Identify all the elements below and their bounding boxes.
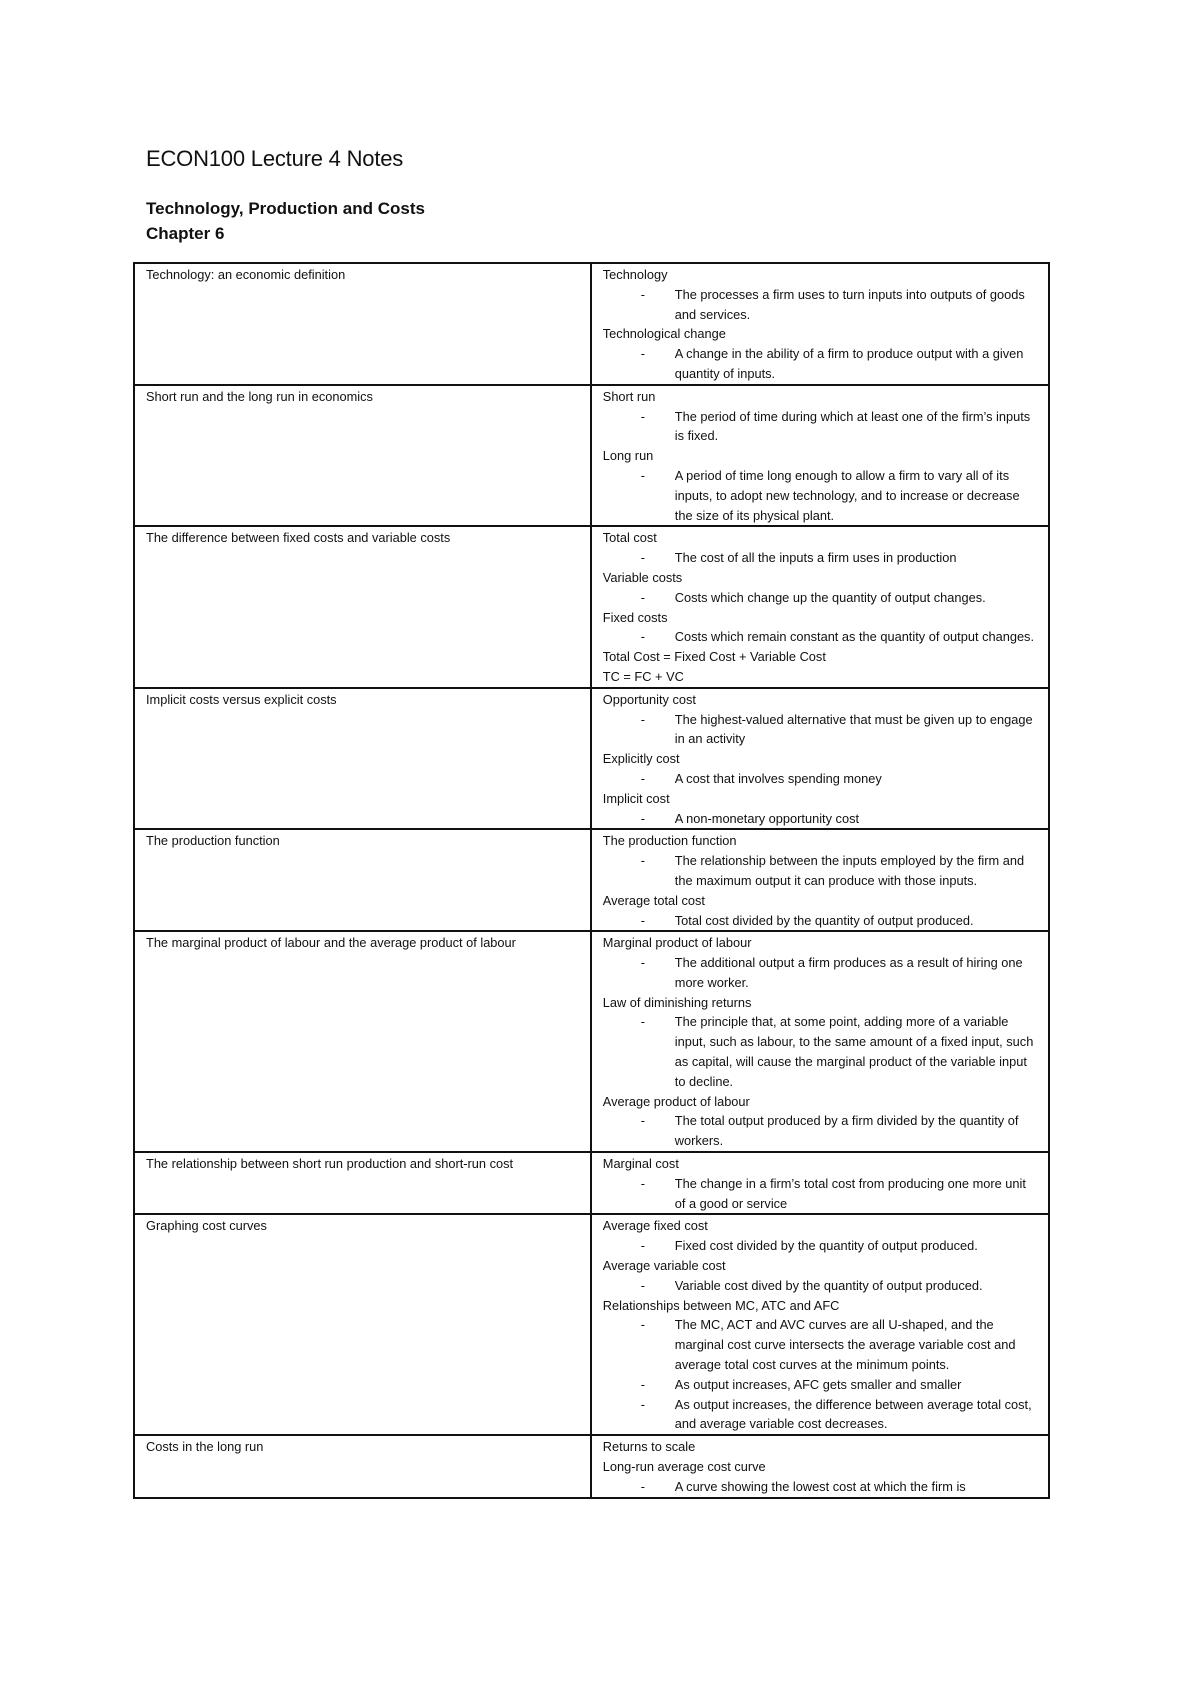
definition-bullet: - The cost of all the inputs a firm uses in production (603, 548, 1037, 568)
table-row (134, 263, 1049, 385)
definition-bullet: - Total cost divided by the quantity of output produced. (603, 911, 1037, 931)
topic-label: The marginal product of labour and the average product of labour (146, 935, 516, 951)
topic-cell (134, 526, 591, 687)
definition-bullet: - The processes a firm uses to turn inputs into outputs of goods and services. (603, 285, 1037, 325)
term-heading: Marginal product of labour (602, 935, 752, 951)
definitions-cell (591, 829, 1049, 931)
definition-bullet: - Costs which change up the quantity of output changes. (603, 588, 1037, 608)
term-heading: Total cost (602, 530, 657, 546)
topic-cell (134, 829, 591, 931)
term-heading: Short run (602, 388, 656, 404)
definition-bullet: - As output increases, the difference between average total cost, and average variable cost decreases. (603, 1395, 1037, 1435)
term-heading: Marginal cost (602, 1156, 679, 1172)
definition-bullet: - A non-monetary opportunity cost (603, 809, 1037, 829)
term-heading: Relationships between MC, ATC and AFC (602, 1297, 840, 1313)
term-heading: Technology (602, 267, 668, 282)
definition-bullet: - The principle that, at some point, adding more of a variable input, such as labour, to the same amount of a fixed input, such as capital, will cause the marginal product of the variable input to decline. (603, 1012, 1037, 1091)
topic-label: The relationship between short run production and short-run cost (146, 1156, 514, 1172)
definitions-cell (591, 1214, 1049, 1435)
topic-cell (134, 385, 591, 527)
term-heading: Long-run average cost curve (602, 1459, 766, 1475)
term-heading: Law of diminishing returns (602, 994, 752, 1010)
term-heading: Average fixed cost (602, 1218, 708, 1234)
term-heading: Variable costs (602, 569, 683, 585)
table-row (134, 526, 1049, 687)
definition-bullet: - A cost that involves spending money (603, 769, 1037, 789)
table-row (134, 1152, 1049, 1214)
formula-line: TC = FC + VC (602, 668, 684, 684)
term-heading: Average variable cost (602, 1258, 726, 1274)
definition-bullet: - A period of time long enough to allow a firm to vary all of its inputs, to adopt new technology, and to increase or decrease the size of its physical plant. (603, 466, 1037, 525)
document-title: ECON100 Lecture 4 Notes (146, 146, 404, 171)
definition-bullet: - The total output produced by a firm divided by the quantity of workers. (603, 1111, 1037, 1151)
topic-label: Technology: an economic definition (146, 267, 346, 282)
definitions-cell (591, 263, 1049, 385)
topic-cell (134, 688, 591, 830)
term-heading: The production function (602, 833, 737, 849)
topic-label: Implicit costs versus explicit costs (146, 691, 337, 707)
table-row (134, 829, 1049, 931)
definition-bullet: - Variable cost dived by the quantity of output produced. (603, 1276, 1037, 1296)
definition-bullet: - A curve showing the lowest cost at which the firm is (603, 1477, 1037, 1497)
definitions-cell (591, 688, 1049, 830)
topic-label: Costs in the long run (146, 1439, 264, 1455)
term-heading: Implicit cost (602, 790, 670, 806)
definitions-cell (591, 931, 1049, 1152)
definition-bullet: - Fixed cost divided by the quantity of output produced. (603, 1236, 1037, 1256)
notes-table (133, 262, 1050, 1499)
topic-label: The production function (146, 833, 280, 849)
topic-cell (134, 1435, 591, 1497)
definition-bullet: - The relationship between the inputs employed by the firm and the maximum output it can produce with those inputs. (603, 851, 1037, 891)
definitions-cell (591, 526, 1049, 687)
definition-bullet: - The MC, ACT and AVC curves are all U-shaped, and the marginal cost curve intersects the average variable cost and average total cost curves at the minimum points. (603, 1315, 1037, 1374)
term-heading: Long run (602, 448, 654, 464)
topic-label: Graphing cost curves (146, 1218, 267, 1234)
definition-bullet: - As output increases, AFC gets smaller and smaller (603, 1375, 1037, 1395)
topic-label: The difference between fixed costs and variable costs (146, 530, 451, 546)
definitions-cell (591, 1435, 1049, 1497)
formula-line: Total Cost = Fixed Cost + Variable Cost (602, 649, 826, 665)
table-row (134, 1214, 1049, 1435)
term-heading: Returns to scale (602, 1439, 696, 1455)
definition-bullet: - A change in the ability of a firm to produce output with a given quantity of inputs. (603, 344, 1037, 384)
definition-bullet: - The additional output a firm produces as a result of hiring one more worker. (603, 953, 1037, 993)
term-heading: Technological change (602, 326, 726, 342)
definition-bullet: - The period of time during which at least one of the firm’s inputs is fixed. (603, 407, 1037, 447)
definition-bullet: - Costs which remain constant as the quantity of output changes. (603, 627, 1037, 647)
table-row (134, 385, 1049, 527)
term-heading: Explicitly cost (602, 751, 680, 767)
topic-label: Short run and the long run in economics (146, 388, 373, 404)
topic-cell (134, 1214, 591, 1435)
definitions-cell (591, 385, 1049, 527)
definitions-cell (591, 1152, 1049, 1214)
term-heading: Fixed costs (602, 609, 668, 625)
table-row (134, 1435, 1049, 1497)
subtitle-topic: Technology, Production and Costs (146, 199, 425, 218)
term-heading: Average product of labour (602, 1093, 750, 1109)
notes-table-body (134, 263, 1049, 1498)
table-row (134, 688, 1049, 830)
subtitle-chapter: Chapter 6 (146, 224, 225, 243)
definition-bullet: - The change in a firm’s total cost from producing one more unit of a good or service (603, 1174, 1037, 1214)
table-row (134, 931, 1049, 1152)
topic-cell (134, 931, 591, 1152)
definition-bullet: - The highest-valued alternative that must be given up to engage in an activity (603, 710, 1037, 750)
document-subtitle (146, 196, 425, 246)
term-heading: Opportunity cost (602, 691, 696, 707)
topic-cell (134, 1152, 591, 1214)
topic-cell (134, 263, 591, 385)
term-heading: Average total cost (602, 892, 705, 908)
